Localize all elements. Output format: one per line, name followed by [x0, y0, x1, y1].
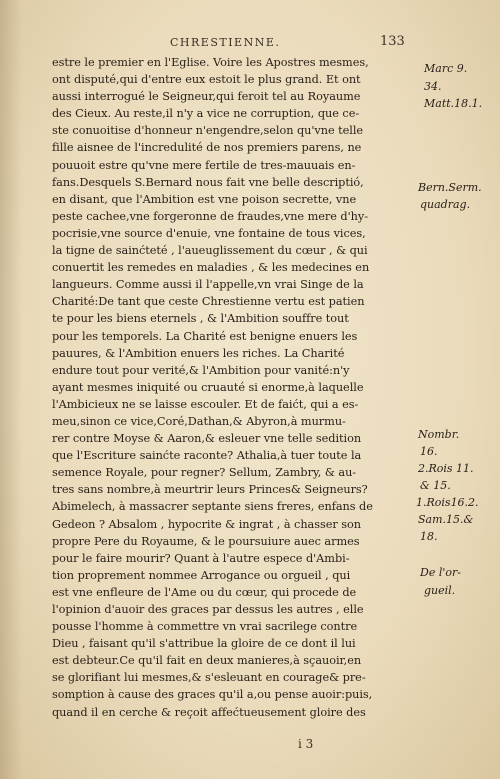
margin-note: Nombr. — [418, 428, 460, 441]
margin-note: Matt.18.1. — [424, 97, 483, 110]
text-line: somption à cause des graces qu'il a,ou pense auoir:puis, — [52, 688, 373, 702]
text-line: endure tout pour verité,& l'Ambition pour vanité:n'y — [52, 363, 350, 377]
margin-note: 34. — [424, 80, 442, 93]
text-line: la tigne de sainćteté , l'aueuglissement du cœur , & qui — [52, 244, 368, 258]
margin-note: De l'or- — [420, 566, 461, 579]
margin-note: Bern.Serm. — [418, 181, 482, 194]
text-line: tres sans nombre,à meurtrir leurs Princes& Seigneurs? — [52, 483, 368, 497]
text-line: estre le premier en l'Eglise. Voire les Apostres mesmes, — [52, 56, 369, 69]
text-line: Dieu , faisant qu'il s'attribue la gloire de ce dont il lui — [52, 637, 356, 651]
margin-note: 2.Rois 11. — [418, 462, 474, 475]
text-line: ayant mesmes iniquité ou cruauté si enorme,à laquelle — [52, 380, 364, 394]
text-line: Charité:De tant que ceste Chrestienne vertu est patien — [52, 295, 365, 309]
page-number: 133 — [380, 34, 405, 49]
text-line: l'opinion d'auoir des graces par dessus les autres , elle — [52, 603, 364, 616]
text-line: en disant, que l'Ambition est vne poison secrette, vne — [52, 192, 357, 206]
margin-note: Sam.15.& — [418, 513, 474, 526]
signature-mark: i 3 — [298, 737, 314, 751]
text-line: pour les temporels. La Charité est benigne enuers les — [52, 329, 358, 343]
text-line: pousse l'homme à commettre vn vrai sacrilege contre — [52, 620, 358, 634]
page-gutter-shadow — [0, 0, 22, 779]
text-line: Abimelech, à massacrer septante siens freres, enfans de — [52, 500, 373, 514]
text-line: Gedeon ? Absalom , hypocrite & ingrat , à chasser son — [52, 517, 361, 531]
text-line: langueurs. Comme aussi il l'appelle,vn vrai Singe de la — [52, 278, 364, 292]
text-line: quand il en cerche & reçoit affećtueusement gloire des — [52, 705, 366, 719]
running-header: CHRESTIENNE. — [170, 36, 281, 49]
text-line: fans.Desquels S.Bernard nous fait vne belle descriptió, — [52, 175, 364, 189]
text-line: propre Pere du Royaume, & le poursuiure auec armes — [52, 534, 360, 548]
text-line: pouuoit estre qu'vne mere fertile de tres-mauuais en- — [52, 158, 356, 172]
text-line: meu,sinon ce vice,Coré,Dathan,& Abyron,à murmu- — [52, 414, 346, 428]
text-line: tion proprement nommee Arrogance ou orgueil , qui — [52, 568, 351, 582]
text-line: se glorifiant lui mesmes,& s'esleuant en courage& pre- — [52, 671, 366, 685]
margin-note: gueil. — [424, 584, 456, 597]
text-line: pocrisie,vne source d'enuie, vne fontaine de tous vices, — [52, 226, 366, 240]
text-line: ste conuoitise d'honneur n'engendre,selon qu'vne telle — [52, 124, 364, 138]
margin-note: & 15. — [420, 479, 451, 492]
text-line: ont disputé,qui d'entre eux estoit le plus grand. Et ont — [52, 73, 361, 87]
margin-note: quadrag. — [420, 198, 471, 211]
text-line: te pour les biens eternels , & l'Ambition souffre tout — [52, 312, 349, 326]
text-line: que l'Escriture sainćte raconte? Athalia,à tuer toute la — [52, 449, 362, 463]
text-line: des Cieux. Au reste,il n'y a vice ne corruption, que ce- — [52, 107, 360, 121]
text-line: est debteur.Ce qu'il fait en deux manieres,à sçauoir,en — [52, 654, 362, 668]
text-line: aussi interrogué le Seigneur,qui feroit tel au Royaume — [52, 90, 361, 104]
margin-note: Marc 9. — [424, 62, 468, 75]
text-line: conuertit les remedes en maladies , & les medecines en — [52, 261, 370, 275]
text-line: pour le faire mourir? Quant à l'autre espece d'Ambi- — [52, 551, 350, 565]
text-line: fille aisnee de l'incredulité de nos premiers parens, ne — [52, 141, 362, 155]
text-line: l'Ambicieux ne se laisse escouler. Et de faićt, qui a es- — [52, 397, 359, 411]
text-line: semence Royale, pour regner? Sellum, Zambry, & au- — [52, 466, 357, 480]
text-line: pauures, & l'Ambition enuers les riches. La Charité — [52, 346, 345, 360]
text-line: rer contre Moyse & Aaron,& esleuer vne telle sedition — [52, 432, 362, 446]
margin-note: 18. — [420, 530, 438, 543]
margin-note: 1.Rois16.2. — [416, 496, 479, 509]
text-line: est vne enfleure de l'Ame ou du cœur, qui procede de — [52, 585, 357, 599]
margin-note: 16. — [420, 445, 438, 458]
text-line: peste cachee,vne forgeronne de fraudes,vne mere d'hy- — [52, 209, 368, 223]
body-text — [52, 54, 417, 721]
